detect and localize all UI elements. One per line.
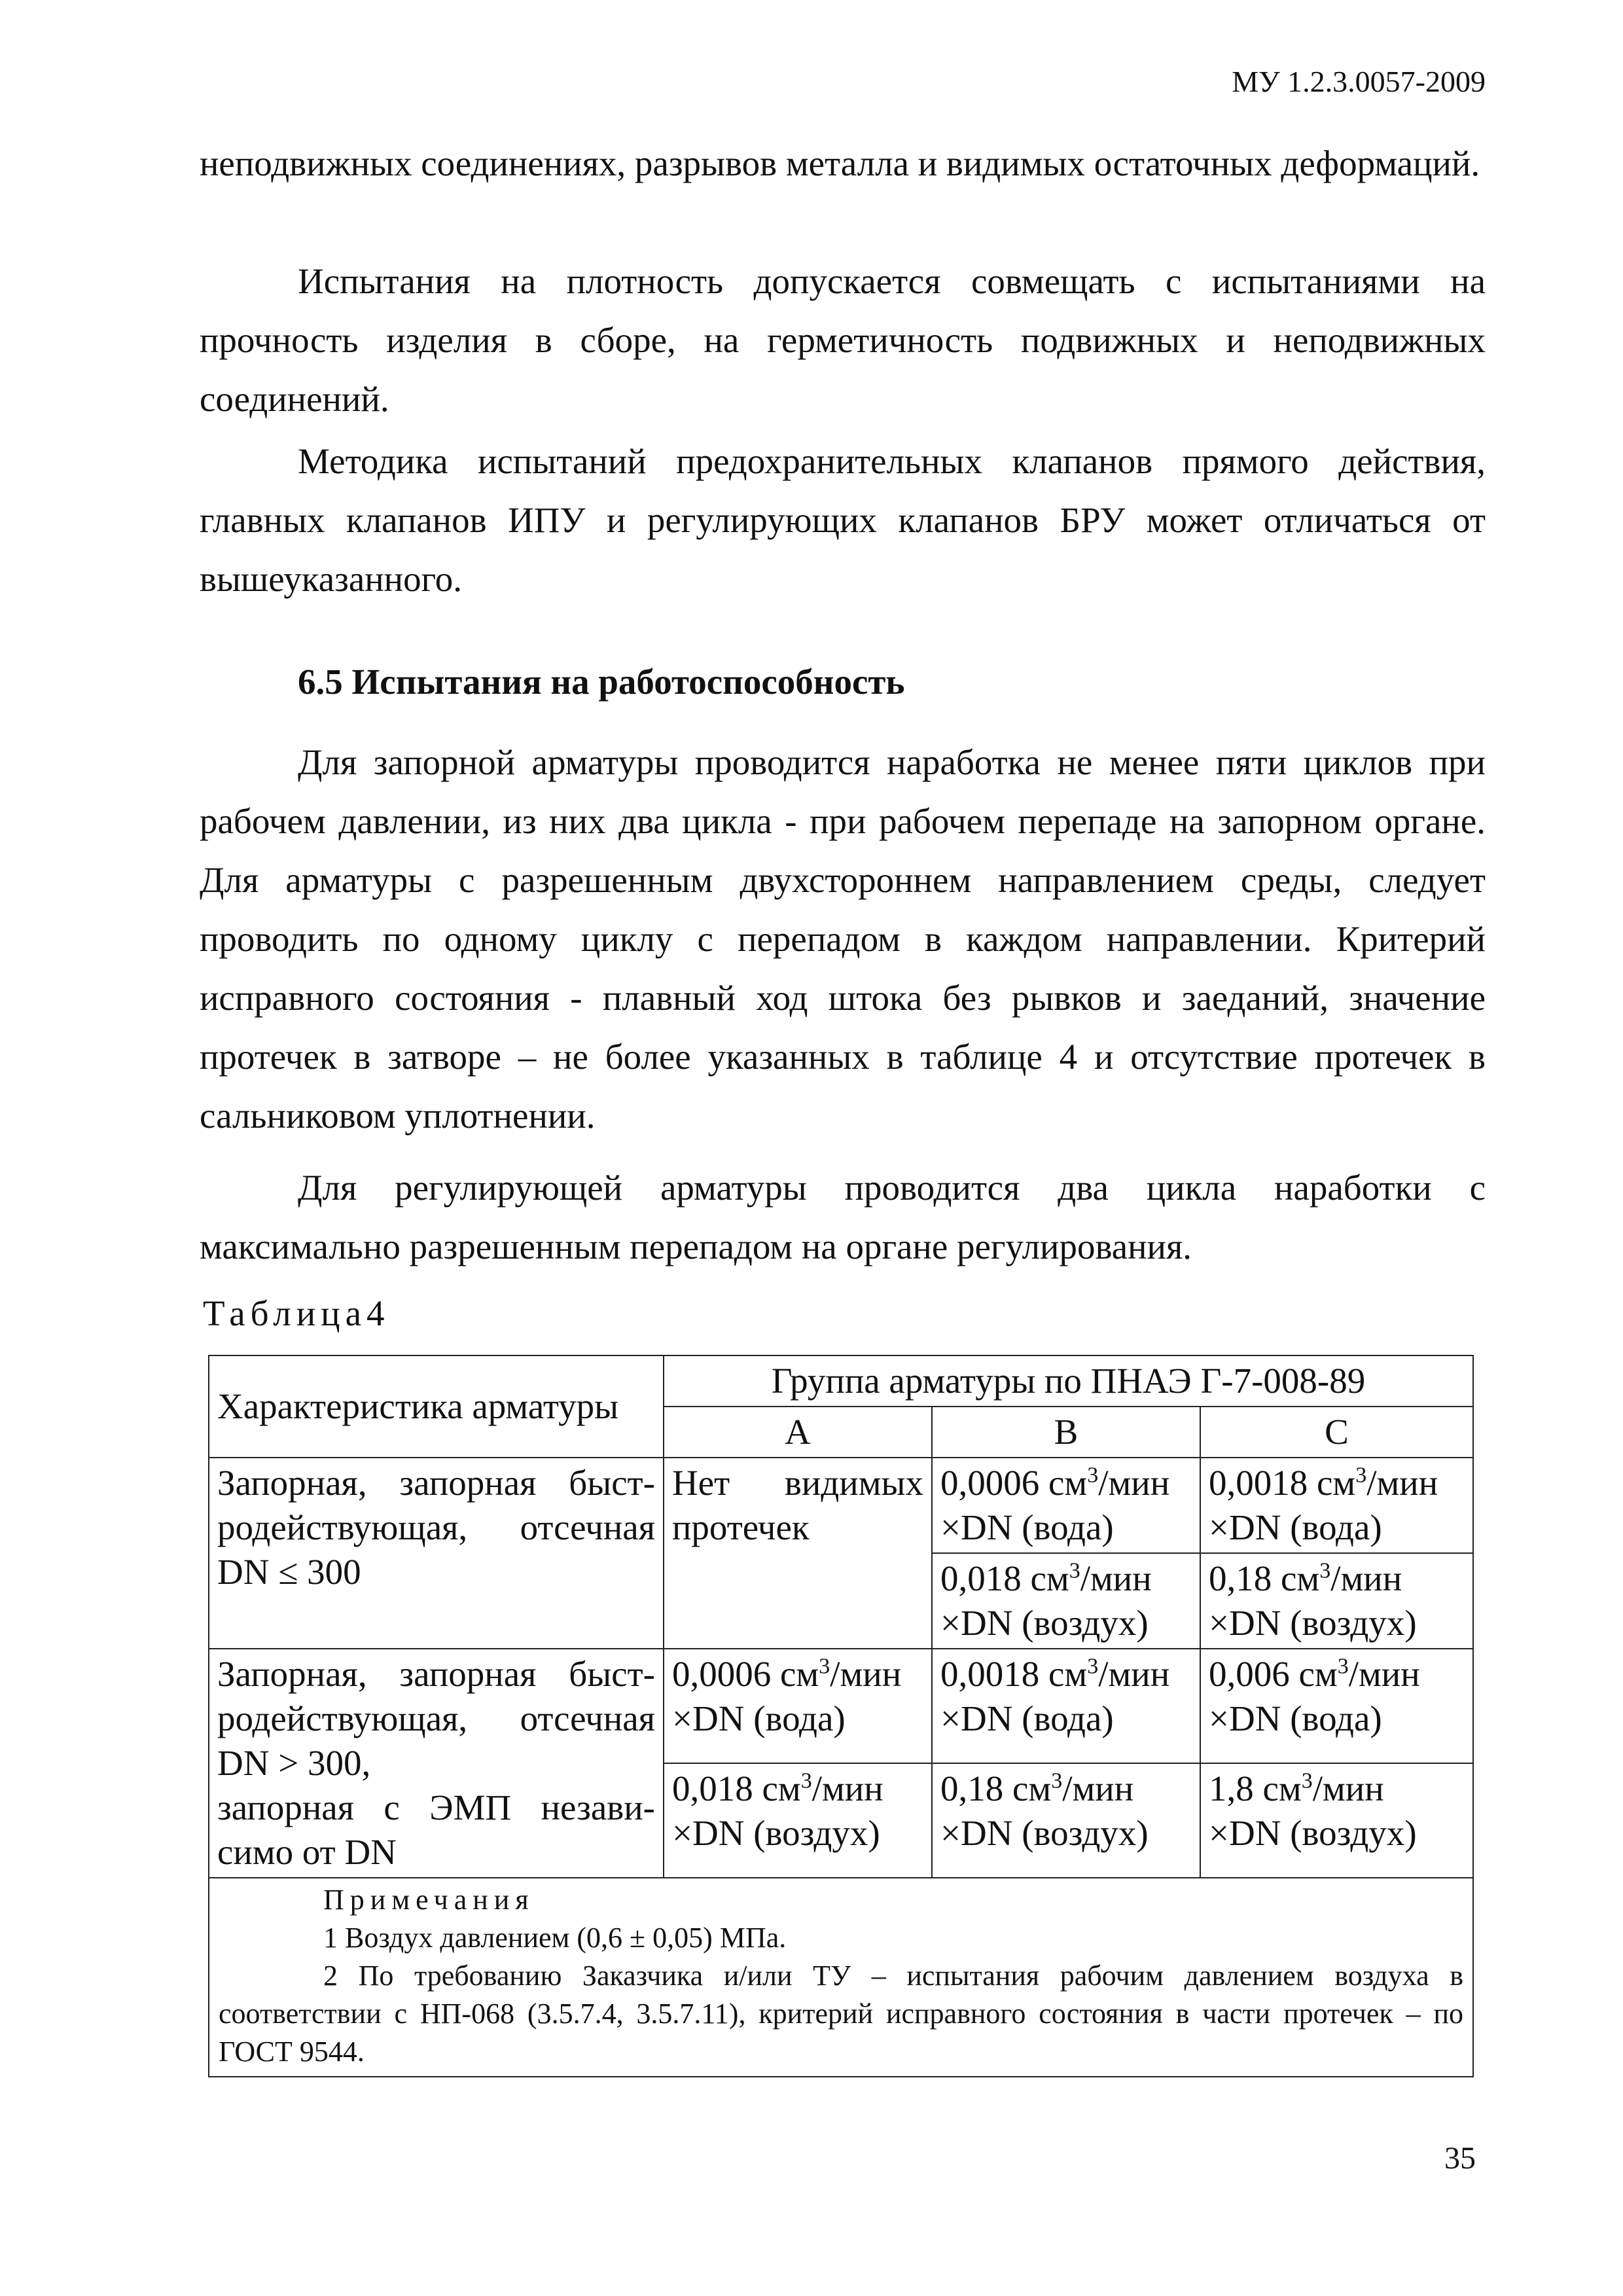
row1-b-air-value: 0,018 см [940,1558,1069,1598]
header-col-c: С [1200,1407,1473,1458]
table-header-row [209,1355,1473,1407]
row1-c-air-medium: ×DN (воздух) [1209,1603,1417,1643]
row2-a-water-value: 0,0006 см [672,1654,819,1694]
row1-c-water-value: 0,0018 см [1209,1463,1356,1503]
notes-title: Примечания [323,1884,535,1916]
row1-char-line1: Запорная, запорная быст- [217,1463,655,1503]
paragraph-control-valves: Для регулирующей арматуры проводится два цикла наработки с максимально разрешенным перепадом на органе регулирования. [200,1168,1486,1266]
row1-b-water-value: 0,0006 см [940,1463,1088,1503]
row1-char-line3: DN ≤ 300 [217,1552,361,1592]
header-group: Группа арматуры по ПНАЭ Г-7-008-89 [664,1355,1473,1407]
table-row [209,1649,1473,1763]
row2-char-line4: запорная с ЭМП незави- [217,1787,655,1827]
row2-char-line3: DN > 300, [217,1743,371,1783]
row2-c-water-medium: ×DN (вода) [1209,1698,1382,1738]
row1-col-c-water [1200,1458,1473,1553]
cube-exponent: 3 [1069,1558,1080,1583]
row2-c-water-value: 0,006 см [1209,1654,1338,1694]
row1-c-air-value: 0,18 см [1209,1558,1320,1598]
cube-exponent: 3 [1301,1768,1313,1793]
row2-b-water-medium: ×DN (вода) [940,1698,1114,1738]
row2-c-air-medium: ×DN (воздух) [1209,1813,1417,1853]
row1-col-a: Нет видимых протечек [664,1458,932,1649]
row2-c-air-unit: /мин [1312,1768,1384,1808]
note-2: 2 По требованию Заказчика и/или ТУ – испытания рабочим давлением воздуха в соответствии с НП-068 (3.5.7.4, 3.5.7.11), критерий исправного состояния в части протечек – по ГОСТ 9544. [219,1960,1463,2068]
row2-char-line5: симо от DN [217,1832,397,1872]
row2-b-air-unit: /мин [1062,1768,1134,1808]
row2-a-air-value: 0,018 см [672,1768,801,1808]
header-characteristic: Характеристика арматуры [209,1355,664,1458]
cube-exponent: 3 [1337,1654,1349,1679]
page-number: 35 [1444,2141,1476,2176]
header-col-a: А [664,1407,932,1458]
paragraph-continuation: неподвижных соединениях, разрывов металла и видимых остаточных деформаций. [200,143,1480,183]
row1-col-c-air [1200,1553,1473,1649]
row1-col-b-water [932,1458,1200,1553]
cube-exponent: 3 [1319,1558,1331,1583]
row1-b-air-unit: /мин [1080,1558,1152,1598]
row2-col-a-air [664,1763,932,1878]
paragraph-tightness-test: Испытания на плотность допускается совмещать с испытаниями на прочность изделия в сборе, на герметичность подвижных и неподвижных соединений. [200,261,1486,419]
table-notes-row [209,1878,1473,2077]
table-label: Таблица4 [203,1293,390,1333]
row2-b-air-medium: ×DN (воздух) [940,1813,1149,1853]
row2-char-line1: Запорная, запорная быст- [217,1654,655,1694]
row1-characteristic [209,1458,664,1649]
row2-c-water-unit: /мин [1348,1654,1420,1694]
row2-a-water-unit: /мин [830,1654,902,1694]
cube-exponent: 3 [819,1654,830,1679]
cube-exponent: 3 [1051,1768,1063,1793]
row2-a-water-medium: ×DN (вода) [672,1698,846,1738]
cube-exponent: 3 [1087,1654,1099,1679]
row2-c-air-value: 1,8 см [1209,1768,1302,1808]
row2-col-c-air [1200,1763,1473,1878]
cube-exponent: 3 [800,1768,812,1793]
row2-a-air-medium: ×DN (воздух) [672,1813,880,1853]
row1-char-line2: родействующая, отсечная [217,1507,655,1547]
document-code: МУ 1.2.3.0057-2009 [1232,65,1486,98]
row2-char-line2: родействующая, отсечная [217,1698,655,1738]
table-notes [209,1878,1473,2077]
row2-characteristic [209,1649,664,1878]
row2-col-c-water [1200,1649,1473,1763]
paragraph-shutoff-valves: Для запорной арматуры проводится наработка не менее пяти циклов при рабочем давлении, из них два цикла - при рабочем перепаде на запорном органе. Для арматуры с разрешенным двухстороннем направлением среды, следует проводить по одному циклу с перепадом в каждом направлении. Критерий исправного состояния - плавный ход штока без рывков и заеданий, значение протечек в затворе – не более указанных в таблице 4 и отсутствие протечек в сальниковом уплотнении. [200,742,1486,1136]
row1-b-air-medium: ×DN (воздух) [940,1603,1149,1643]
row2-col-b-air [932,1763,1200,1878]
cube-exponent: 3 [1087,1463,1099,1488]
row1-c-water-unit: /мин [1366,1463,1438,1503]
header-col-b: В [932,1407,1200,1458]
row1-c-air-unit: /мин [1330,1558,1402,1598]
table-row [209,1458,1473,1553]
leakage-table [208,1355,1474,2077]
row1-b-water-medium: ×DN (вода) [940,1507,1114,1547]
row2-col-b-water [932,1649,1200,1763]
row1-col-b-air [932,1553,1200,1649]
section-heading: 6.5 Испытания на работоспособность [298,662,905,702]
row2-b-water-unit: /мин [1098,1654,1170,1694]
paragraph-method: Методика испытаний предохранительных клапанов прямого действия, главных клапанов ИПУ и регулирующих клапанов БРУ может отличаться от вышеуказанного. [200,441,1486,599]
row1-b-water-unit: /мин [1098,1463,1170,1503]
note-1: 1 Воздух давлением (0,6 ± 0,05) МПа. [323,1922,787,1954]
row2-b-air-value: 0,18 см [940,1768,1052,1808]
row1-c-water-medium: ×DN (вода) [1209,1507,1382,1547]
row2-b-water-value: 0,0018 см [940,1654,1088,1694]
row2-col-a-water [664,1649,932,1763]
row2-a-air-unit: /мин [812,1768,883,1808]
cube-exponent: 3 [1355,1463,1367,1488]
